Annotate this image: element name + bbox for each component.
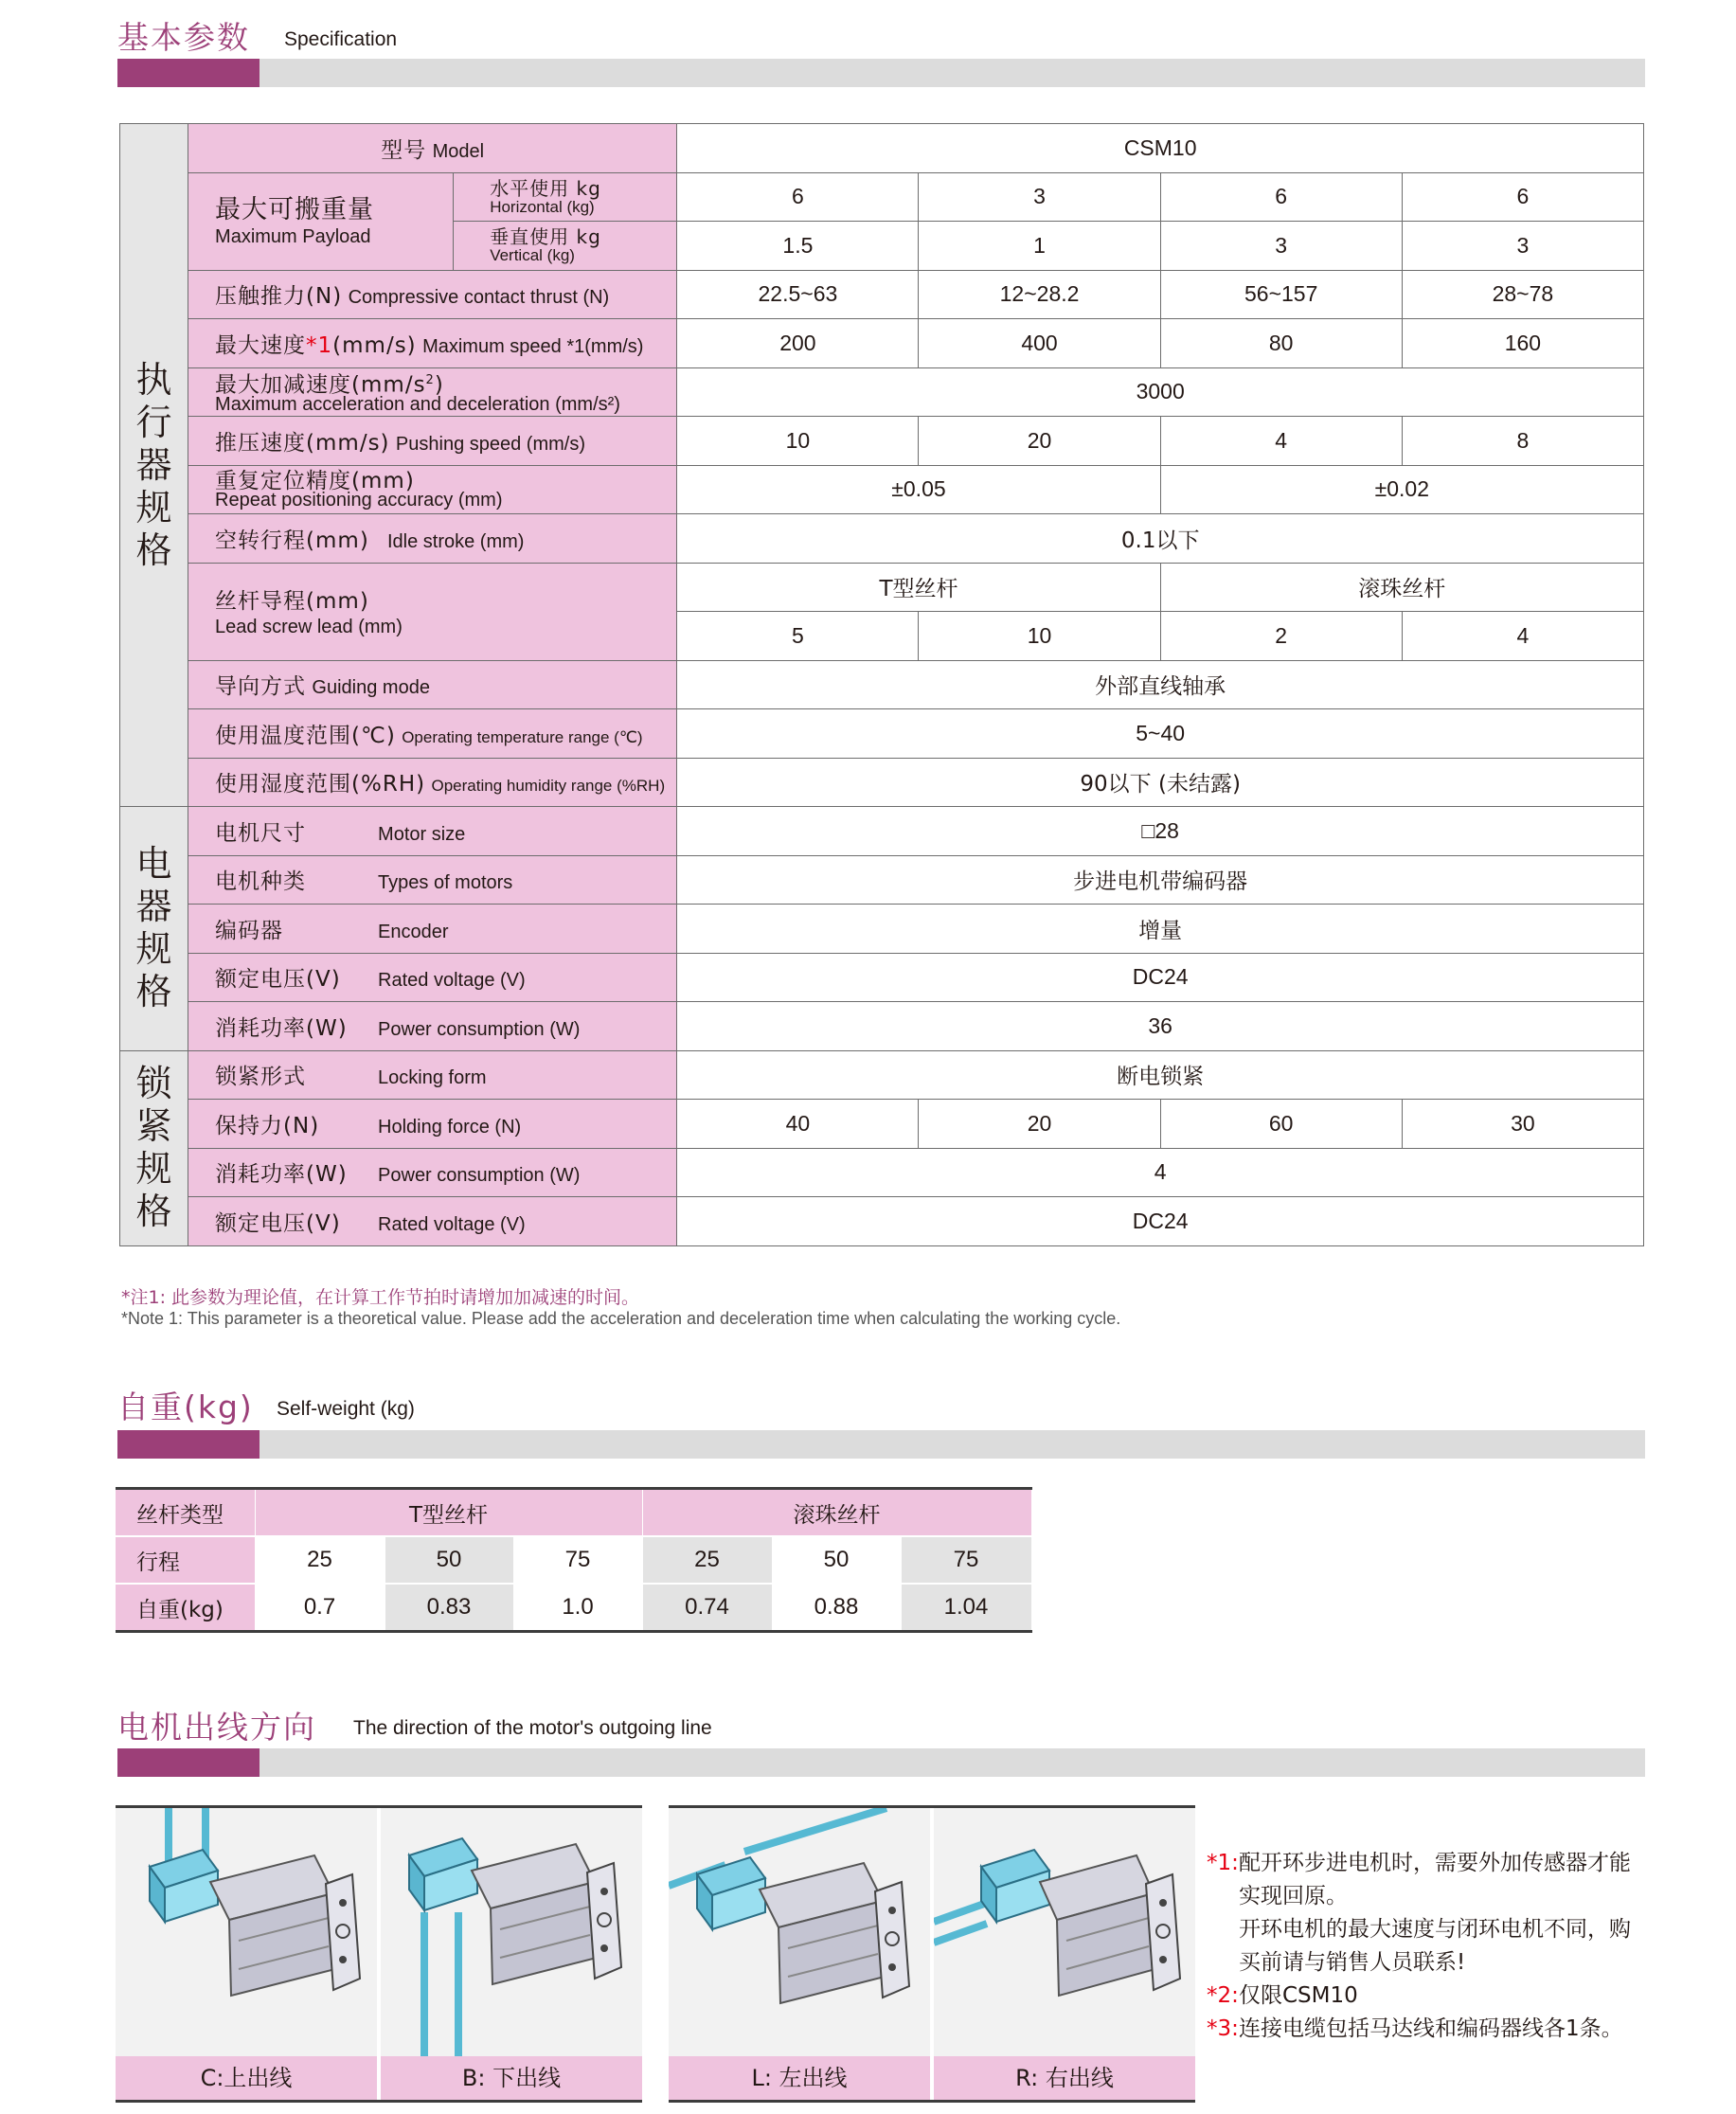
push-speed-value: 8 [1402,417,1643,466]
row-guide [120,660,1644,709]
accel-value: 3000 [677,367,1644,417]
direction-section-title-en: The direction of the motor's outgoing line [353,1717,712,1739]
stroke-value: 25 [642,1536,772,1584]
lead-value: 10 [919,612,1160,661]
weight-value: 1.0 [513,1584,642,1632]
direction-c-image [116,1808,377,2056]
push-speed-en: Pushing speed (mm/s) [395,433,585,455]
direction-b-caption: B: 下出线 [381,2056,642,2100]
idle-label [188,514,677,564]
idle-en: Idle stroke (mm) [386,530,525,552]
stroke-value: 75 [901,1536,1031,1584]
ball-screw-header: 滚珠丝杆 [642,1489,1031,1537]
vertical-cn: 垂直使用 kg [490,225,601,249]
horizontal-label [454,172,677,222]
lock-power-en: Power consumption (W) [378,1165,581,1187]
lock-power-value: 4 [677,1148,1644,1197]
row-humidity [120,758,1644,807]
group-label-char: 格 [135,528,172,571]
humidity-en: Operating humidity range (%RH) [431,777,666,796]
rated-voltage-value: DC24 [677,953,1644,1002]
humidity-value: 90以下 (未结露) [677,758,1644,807]
group-label-char: 行 [135,401,172,443]
vertical-value: 1.5 [677,222,919,271]
group-label-char: 电 [135,843,172,886]
lock-voltage-label [188,1197,677,1246]
lock-voltage-en: Rated voltage (V) [378,1213,526,1235]
model-value: CSM10 [677,124,1644,173]
weight-value: 0.83 [385,1584,513,1632]
horizontal-value: 6 [1402,172,1643,222]
stroke-label: 行程 [116,1536,255,1584]
accel-cn-end: ) [434,373,444,399]
max-speed-value: 80 [1160,319,1402,368]
side-note [1207,1980,1652,2013]
lead-en: Lead screw lead (mm) [215,616,403,637]
lock-power-cn: 消耗功率(W) [215,1162,348,1188]
encoder-cn: 编码器 [215,918,284,943]
power-label [188,1002,677,1051]
max-speed-en: Maximum speed *1(mm/s) [422,335,644,357]
direction-section-title-cn: 电机出线方向 [117,1709,316,1746]
rated-voltage-en: Rated voltage (V) [378,970,526,992]
spec-section-title-cn: 基本参数 [117,19,250,56]
direction-group-horizontal [669,1805,1195,2103]
row-holding [120,1100,1644,1149]
weight-section-title-cn: 自重(kg) [117,1388,254,1425]
note-en: *Note 1: This parameter is a theoretical value. Please add the acceleration and deceleration time when calculating the working cycle. [121,1309,1121,1328]
lead-type: 滚珠丝杆 [1160,563,1643,612]
encoder-value: 增量 [677,905,1644,954]
group-actuator-label [135,359,173,572]
side-note-mark: *1: [1207,1851,1239,1875]
rated-voltage-label [188,953,677,1002]
row-repeat [120,465,1644,514]
group-label-char: 规 [135,1148,172,1190]
push-speed-cn: 推压速度(mm/s) [215,430,390,456]
power-en: Power consumption (W) [378,1018,581,1040]
group-label-char: 规 [135,486,172,528]
row-accel [120,367,1644,417]
encoder-label [188,905,677,954]
group-label-char: 格 [135,1191,172,1232]
group-label-char: 执 [135,358,172,401]
accel-cn: 最大加减速度(mm/s [215,373,426,399]
direction-r-image [934,1808,1195,2056]
direction-r-caption: R: 右出线 [934,2056,1195,2100]
row-lead-type [120,563,1644,612]
section-bar-accent [117,1748,260,1777]
holding-value: 30 [1402,1100,1643,1149]
row-power [120,1002,1644,1051]
temp-en: Operating temperature range (℃) [402,727,643,746]
holding-value: 20 [919,1100,1160,1149]
holding-label [188,1100,677,1149]
humidity-cn: 使用湿度范围(%RH) [215,772,426,797]
side-note-line: 实现回原。 [1239,1884,1348,1908]
side-note-line: 买前请与销售人员联系! [1239,1950,1466,1975]
lead-label [188,563,677,660]
horizontal-value: 6 [1160,172,1402,222]
side-note-line: 配开环步进电机时，需要外加传感器才能 [1239,1851,1631,1875]
repeat-label [188,465,677,514]
push-speed-value: 20 [919,417,1160,466]
repeat-en: Repeat positioning accuracy (mm) [215,489,503,511]
actuator-c-icon [116,1808,377,2056]
stroke-value: 50 [385,1536,513,1584]
repeat-value: ±0.02 [1160,465,1643,514]
group-label-char: 器 [135,443,172,486]
group-lock [120,1050,188,1245]
row-rated-voltage [120,953,1644,1002]
encoder-en: Encoder [378,921,449,942]
row-thrust [120,270,1644,319]
actuator-l-icon [669,1808,930,2056]
max-speed-unit: (mm/s) [332,332,417,358]
weight-section-bar [117,1430,1645,1459]
group-electrical [120,807,188,1051]
power-cn: 消耗功率(W) [215,1015,348,1041]
lock-form-cn: 锁紧形式 [215,1065,307,1090]
horizontal-value: 6 [677,172,919,222]
weight-value: 0.88 [772,1584,901,1632]
horizontal-en: Horizontal (kg) [490,197,595,216]
repeat-value: ±0.05 [677,465,1160,514]
humidity-label [188,758,677,807]
side-note-line: 开环电机的最大速度与闭环电机不同，购 [1239,1917,1631,1942]
guide-cn: 导向方式 [215,674,307,700]
weight-value: 0.74 [642,1584,772,1632]
holding-value: 40 [677,1100,919,1149]
side-note-line: 连接电缆包括马达线和编码器线各1条。 [1239,2016,1623,2041]
thrust-en: Compressive contact thrust (N) [348,287,610,309]
payload-en: Maximum Payload [215,225,371,247]
thrust-value: 22.5~63 [677,270,919,319]
lead-value: 5 [677,612,919,661]
max-speed-value: 200 [677,319,919,368]
motor-type-cn: 电机种类 [215,869,307,895]
vertical-label [454,222,677,271]
max-speed-label [188,319,677,368]
lead-value: 4 [1402,612,1643,661]
thrust-label [188,270,677,319]
group-label-char: 锁 [135,1063,172,1104]
push-speed-value: 4 [1160,417,1402,466]
side-note-mark: *2: [1207,1983,1239,2008]
group-label-char: 器 [135,886,172,928]
guide-label [188,660,677,709]
lock-form-value: 断电锁紧 [677,1050,1644,1100]
max-speed-value: 160 [1402,319,1643,368]
group-electrical-label [135,843,173,1013]
stroke-row [116,1536,1031,1584]
spec-table [119,123,1644,1246]
model-label [188,124,677,173]
thrust-value: 56~157 [1160,270,1402,319]
side-notes [1207,1847,1652,2046]
idle-value: 0.1以下 [677,514,1644,564]
row-motor-type [120,855,1644,905]
weight-value: 0.7 [255,1584,385,1632]
payload-label [188,172,454,270]
direction-group-vertical [116,1805,642,2103]
temp-value: 5~40 [677,709,1644,759]
group-label-char: 格 [135,971,172,1013]
guide-en: Guiding mode [312,677,430,699]
lock-form-label [188,1050,677,1100]
lock-form-en: Locking form [378,1067,487,1089]
motor-type-label [188,855,677,905]
motor-size-label [188,807,677,856]
model-cn: 型号 [381,137,427,163]
row-lock-power [120,1148,1644,1197]
motor-type-value: 步进电机带编码器 [677,855,1644,905]
accel-en: Maximum acceleration and deceleration (mm/s²) [215,394,620,416]
payload-cn: 最大可搬重量 [215,194,375,224]
max-speed-mark: *1 [306,332,333,358]
holding-en: Holding force (N) [378,1116,522,1138]
direction-section-bar [117,1748,1645,1777]
lock-power-label [188,1148,677,1197]
direction-l-caption: L: 左出线 [669,2056,930,2100]
motor-type-en: Types of motors [378,872,513,894]
push-speed-value: 10 [677,417,919,466]
side-note-mark: *3: [1207,2016,1239,2041]
direction-l-image [669,1808,930,2056]
lock-voltage-value: DC24 [677,1197,1644,1246]
horizontal-cn: 水平使用 kg [490,176,601,200]
section-bar-accent [117,59,260,87]
side-note-line: 仅限CSM10 [1239,1983,1358,2008]
group-actuator [120,124,188,807]
row-temp [120,709,1644,759]
screw-type-label: 丝杆类型 [116,1489,255,1537]
max-speed-value: 400 [919,319,1160,368]
vertical-value: 3 [1402,222,1643,271]
weight-table [116,1487,1032,1633]
power-value: 36 [677,1002,1644,1051]
actuator-r-icon [934,1808,1195,2056]
row-model [120,124,1644,173]
direction-b-image [381,1808,642,2056]
stroke-value: 75 [513,1536,642,1584]
group-lock-label [135,1063,173,1233]
row-payload-horizontal [120,172,1644,222]
thrust-value: 12~28.2 [919,270,1160,319]
vertical-value: 1 [919,222,1160,271]
model-en: Model [432,140,485,162]
row-push-speed [120,417,1644,466]
group-label-char: 规 [135,928,172,971]
lead-value: 2 [1160,612,1402,661]
push-speed-label [188,417,677,466]
spec-section-title-en: Specification [284,28,398,50]
weight-section-title-en: Self-weight (kg) [277,1398,415,1420]
horizontal-value: 3 [919,172,1160,222]
weight-row [116,1584,1031,1632]
guide-value: 外部直线轴承 [677,660,1644,709]
row-lock-form [120,1050,1644,1100]
weight-label: 自重(kg) [116,1584,255,1632]
lock-voltage-cn: 额定电压(V) [215,1210,341,1236]
idle-cn: 空转行程(mm) [215,528,369,553]
weight-header-row [116,1489,1031,1537]
motor-size-cn: 电机尺寸 [215,820,307,846]
motor-size-en: Motor size [378,823,466,845]
accel-sup: 2 [425,373,435,388]
spec-section-bar [117,59,1645,87]
row-encoder [120,905,1644,954]
weight-value: 1.04 [901,1584,1031,1632]
thrust-cn: 压触推力(N) [215,284,343,310]
stroke-value: 25 [255,1536,385,1584]
row-max-speed [120,319,1644,368]
lead-type: T型丝杆 [677,563,1160,612]
temp-label [188,709,677,759]
max-speed-cn: 最大速度 [215,332,307,358]
motor-size-value: □28 [677,807,1644,856]
repeat-cn: 重复定位精度(mm) [215,468,415,493]
temp-cn: 使用温度范围(℃) [215,723,396,748]
side-note [1207,2013,1652,2046]
direction-c-caption: C:上出线 [116,2056,377,2100]
vertical-value: 3 [1160,222,1402,271]
holding-value: 60 [1160,1100,1402,1149]
side-note [1207,1847,1652,1980]
row-lock-voltage [120,1197,1644,1246]
row-motor-size [120,807,1644,856]
thrust-value: 28~78 [1402,270,1643,319]
actuator-b-icon [381,1808,642,2056]
vertical-en: Vertical (kg) [490,246,575,265]
lead-cn: 丝杆导程(mm) [215,588,369,614]
section-bar-accent [117,1430,260,1459]
t-screw-header: T型丝杆 [255,1489,642,1537]
rated-voltage-cn: 额定电压(V) [215,967,341,993]
stroke-value: 50 [772,1536,901,1584]
group-label-char: 紧 [135,1105,172,1147]
row-idle [120,514,1644,564]
note-cn: *注1: 此参数为理论值，在计算工作节拍时请增加加减速的时间。 [121,1287,640,1308]
accel-label [188,367,677,417]
holding-cn: 保持力(N) [215,1113,320,1138]
